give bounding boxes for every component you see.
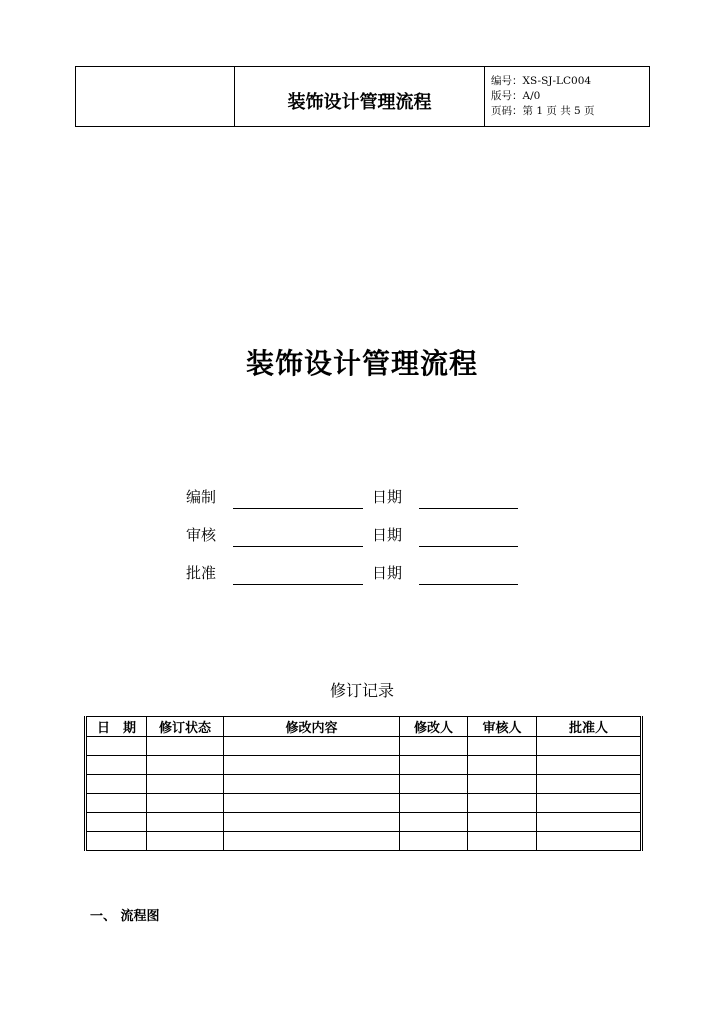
table-cell: [224, 832, 400, 851]
date-line: [419, 546, 518, 547]
version: 版号：A/0: [491, 90, 541, 102]
signature-role: 审核: [186, 526, 217, 544]
table-row: [86, 737, 642, 756]
column-header: 修订状态: [147, 717, 224, 737]
table-cell: [400, 832, 468, 851]
doc-number: 编号：XS-SJ-LC004: [491, 75, 592, 87]
column-header: 审核人: [468, 717, 537, 737]
table-cell: [400, 813, 468, 832]
signature-role: 编制: [186, 488, 217, 506]
signature-line: [233, 508, 363, 509]
table-cell: [468, 737, 537, 756]
table-cell: [400, 756, 468, 775]
date-label: 日期: [372, 564, 403, 582]
table-cell: [468, 775, 537, 794]
table-row: [86, 775, 642, 794]
table-row: [86, 813, 642, 832]
table-cell: [147, 756, 224, 775]
column-header: 修改人: [400, 717, 468, 737]
table-cell: [86, 737, 147, 756]
table-cell: [537, 794, 642, 813]
table-cell: [400, 775, 468, 794]
table-cell: [86, 832, 147, 851]
table-cell: [224, 737, 400, 756]
document-header: [75, 66, 650, 127]
table-cell: [86, 775, 147, 794]
column-header: 批准人: [537, 717, 642, 737]
table-row: [86, 756, 642, 775]
table-row: [86, 832, 642, 851]
revision-title: 修订记录: [329, 681, 394, 700]
date-label: 日期: [372, 526, 403, 544]
table-cell: [400, 794, 468, 813]
table-cell: [86, 794, 147, 813]
signature-row-compile: [186, 486, 526, 510]
header-title: 装饰设计管理流程: [235, 67, 485, 127]
table-cell: [468, 794, 537, 813]
revision-table: [84, 716, 643, 851]
table-cell: [468, 756, 537, 775]
table-row: [86, 794, 642, 813]
date-label: 日期: [372, 488, 403, 506]
header-info: [485, 67, 650, 127]
table-cell: [468, 813, 537, 832]
table-cell: [86, 756, 147, 775]
table-cell: [147, 794, 224, 813]
table-cell: [468, 832, 537, 851]
date-line: [419, 508, 518, 509]
signature-role: 批准: [186, 564, 217, 582]
table-cell: [147, 775, 224, 794]
table-cell: [86, 813, 147, 832]
signature-line: [233, 584, 363, 585]
table-cell: [224, 813, 400, 832]
revision-header-row: [86, 717, 642, 737]
table-cell: [147, 737, 224, 756]
signature-row-review: [186, 524, 526, 548]
header-logo-cell: [76, 67, 235, 127]
table-cell: [400, 737, 468, 756]
table-cell: [224, 775, 400, 794]
table-cell: [147, 832, 224, 851]
table-cell: [537, 813, 642, 832]
table-cell: [537, 756, 642, 775]
page-info: 页码：第 1 页 共 5 页: [491, 105, 595, 117]
main-title: 装饰设计管理流程: [245, 347, 478, 380]
column-header: 修改内容: [224, 717, 400, 737]
column-header: 日 期: [86, 717, 147, 737]
signature-row-approve: [186, 562, 526, 586]
signature-line: [233, 546, 363, 547]
table-cell: [537, 737, 642, 756]
table-cell: [537, 775, 642, 794]
table-cell: [537, 832, 642, 851]
table-cell: [224, 794, 400, 813]
section-heading-flowchart: 一、 流程图: [90, 909, 160, 924]
date-line: [419, 584, 518, 585]
table-cell: [147, 813, 224, 832]
table-cell: [224, 756, 400, 775]
